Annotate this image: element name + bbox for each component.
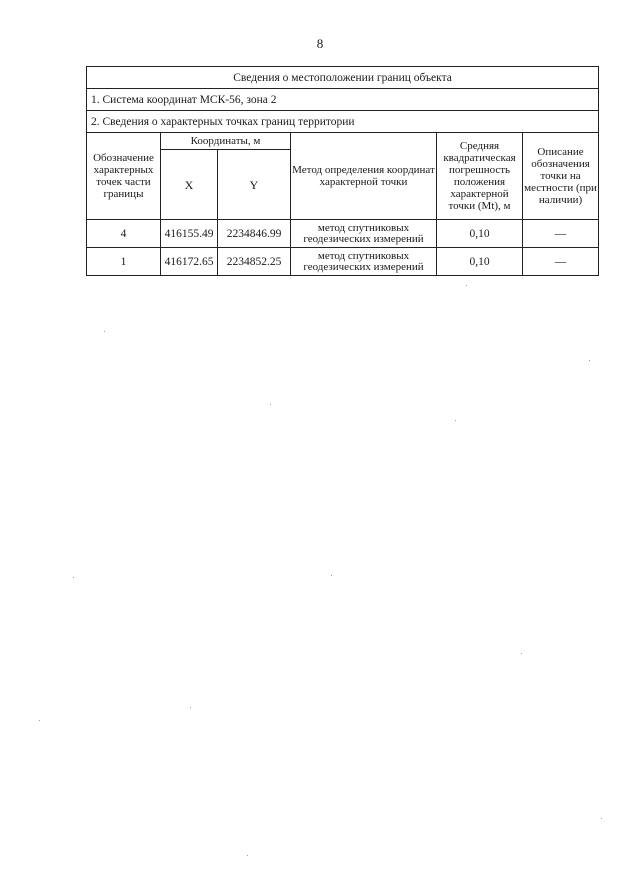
- description-cell: —: [523, 248, 599, 276]
- points-section-row: [87, 111, 599, 133]
- error-cell: 0,10: [437, 248, 523, 276]
- header-y: Y: [218, 150, 291, 220]
- header-error: Средняя квадратическая погрешность положения характерной точки (Mt), м: [437, 133, 523, 220]
- coord-y: 2234846.99: [218, 220, 291, 248]
- scan-speckle: [190, 707, 191, 708]
- point-id: 4: [87, 220, 161, 248]
- scan-speckle: [73, 577, 74, 578]
- point-id: 1: [87, 248, 161, 276]
- header-x: X: [161, 150, 218, 220]
- coordinate-system: 1. Система координат МСК-56, зона 2: [87, 89, 599, 111]
- boundary-points-table: [86, 66, 599, 276]
- scan-speckle: [39, 720, 40, 721]
- table-title-row: [87, 67, 599, 89]
- coord-y: 2234852.25: [218, 248, 291, 276]
- scan-speckle: [601, 818, 602, 819]
- table-row: [87, 248, 599, 276]
- scan-speckle: [331, 575, 332, 576]
- header-row-1: [87, 133, 599, 150]
- scan-speckle: [455, 420, 456, 421]
- method-cell: метод спутниковых геодезических измерений: [291, 220, 437, 248]
- coord-x: 416172.65: [161, 248, 218, 276]
- method-cell: метод спутниковых геодезических измерений: [291, 248, 437, 276]
- header-method: Метод определения координат характерной точки: [291, 133, 437, 220]
- header-coordinates: Координаты, м: [161, 133, 291, 150]
- scan-speckle: [104, 331, 105, 332]
- table-title: Сведения о местоположении границ объекта: [87, 67, 599, 89]
- points-section-title: 2. Сведения о характерных точках границ территории: [87, 111, 599, 133]
- scan-speckle: [521, 653, 522, 654]
- scan-speckle: [270, 404, 271, 405]
- scan-speckle: [247, 855, 248, 856]
- coordinate-system-row: [87, 89, 599, 111]
- scan-speckle: [466, 285, 467, 286]
- header-designation: Обозначение характерных точек части границы: [87, 133, 161, 220]
- scan-speckle: [589, 360, 590, 361]
- coord-x: 416155.49: [161, 220, 218, 248]
- description-cell: —: [523, 220, 599, 248]
- table-row: [87, 220, 599, 248]
- header-description: Описание обозначения точки на местности (при наличии): [523, 133, 599, 220]
- error-cell: 0,10: [437, 220, 523, 248]
- page-number: 8: [316, 36, 324, 51]
